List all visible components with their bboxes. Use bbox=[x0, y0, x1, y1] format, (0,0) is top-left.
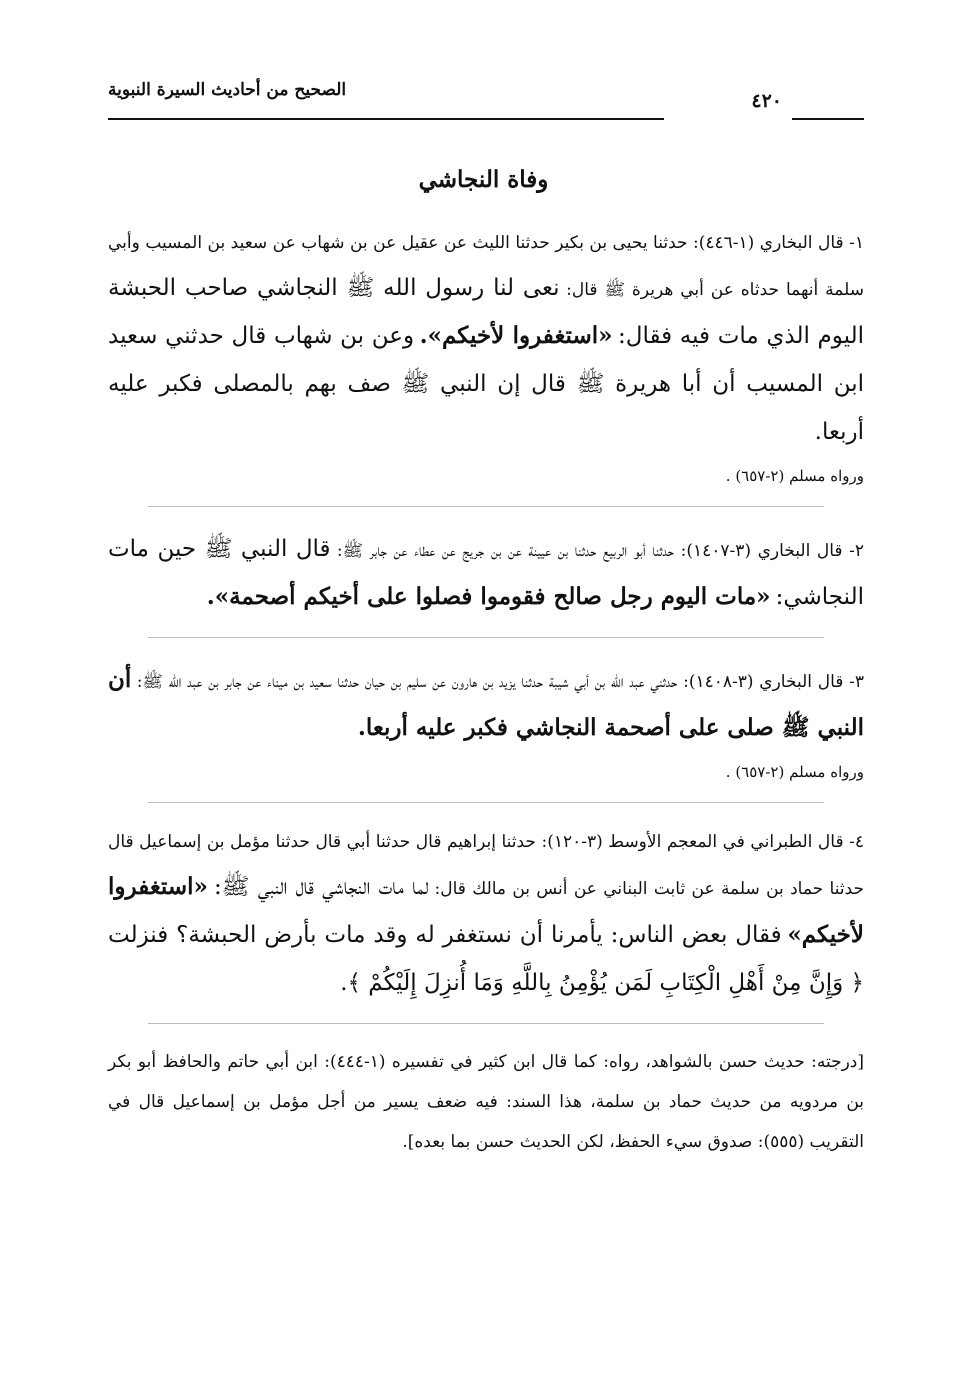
hadith-isnad: ١- قال البخاري (١-٤٤٦): حدثنا يحيى بن بكير حدثنا الليث عن عقيل عن بن شهاب عن سعيد بن المسيب وأبي سلمة أنهما حدثاه عن أبي هريرة ﷺ قال: bbox=[108, 233, 864, 300]
grade-text: [درجته: حديث حسن بالشواهد، رواه: كما قال ابن كثير في تفسيره (١-٤٤٤): ابن أبي حاتم والحافظ أبو بكر بن مردويه من حديث حماد بن سلمة، هذا السند: فيه ضعف يسير من أجل مؤمل بن إسماعيل قال في التقريب (٥٥٥): صدوق سيء الحفظ، لكن الحديث حسن بما بعده]. bbox=[108, 1052, 864, 1152]
hadith-3 bbox=[108, 656, 864, 786]
section-title: وفاة النجاشي bbox=[418, 166, 549, 193]
section-divider bbox=[148, 802, 824, 803]
hadith-1 bbox=[108, 222, 864, 490]
header-rule-right bbox=[792, 118, 864, 120]
hadith-isnad: ٢- قال البخاري (٣-١٤٠٧): حدثنا أبو الربيع حدثنا بن عيينة عن بن جريج عن عطاء عن جابر ﷺ: bbox=[336, 541, 864, 561]
hadith-quote: «استغفروا لأخيكم». bbox=[419, 322, 613, 349]
page-number: ٤٢٠ bbox=[751, 90, 782, 112]
page-header bbox=[108, 78, 864, 122]
hadith-2 bbox=[108, 525, 864, 621]
running-title: الصحيح من أحاديث السيرة النبوية bbox=[108, 80, 347, 100]
hadith-matn-continued: فقال بعض الناس: يأمرنا أن نستغفر له وقد مات بأرض الحبشة؟ فنزلت ﴿ وَإِنَّ مِنْ أَهْلِ الْكِتَابِ لَمَن يُؤْمِنُ بِاللَّهِ وَمَا أُنزِلَ إِلَيْكُمْ ﴾. bbox=[108, 922, 864, 996]
hadith-matn: نعى لنا رسول الله ﷺ النجاشي صاحب الحبشة اليوم الذي مات فيه فقال: bbox=[108, 275, 865, 349]
hadith-matn: قال النبي ﷺ حين مات النجاشي: bbox=[108, 536, 864, 610]
section-divider bbox=[148, 1023, 824, 1024]
page-body bbox=[108, 222, 864, 1162]
hadith-quote: «استغفروا لأخيكم» bbox=[108, 873, 864, 948]
hadith-matn: لما مات النجاشي قال النبي ﷺ: bbox=[213, 874, 429, 900]
hadith-grade-note bbox=[108, 1042, 864, 1162]
section-divider bbox=[148, 506, 824, 507]
hadith-source: ورواه مسلم (٢-٦٥٧) . bbox=[725, 763, 864, 781]
section-divider bbox=[148, 637, 824, 638]
hadith-isnad: ٣- قال البخاري (٣-١٤٠٨): حدثني عبد الله بن أبي شيبة حدثنا يزيد بن هارون عن سليم بن حيان حدثنا سعيد بن ميناء عن جابر بن عبد الله ﷺ: bbox=[136, 672, 864, 692]
hadith-matn-continued: وعن بن شهاب قال حدثني سعيد ابن المسيب أن أبا هريرة ﷺ قال إن النبي ﷺ صف بهم بالمصلى فكبر عليه أربعا. bbox=[108, 323, 864, 445]
hadith-matn: أن النبي ﷺ صلى على أصحمة النجاشي فكبر عليه أربعا. bbox=[108, 666, 864, 741]
header-rule-left bbox=[108, 118, 664, 120]
hadith-source: ورواه مسلم (٢-٦٥٧) . bbox=[725, 467, 864, 485]
hadith-4 bbox=[108, 821, 864, 1007]
hadith-quote: «مات اليوم رجل صالح فقوموا فصلوا على أخيكم أصحمة». bbox=[206, 583, 771, 610]
hadith-isnad: ٤- قال الطبراني في المعجم الأوسط (٣-١٢٠): حدثنا إبراهيم قال حدثنا أبي قال حدثنا مؤمل بن إسماعيل قال حدثنا حماد بن سلمة عن ثابت البناني عن أنس بن مالك قال: bbox=[108, 832, 865, 899]
